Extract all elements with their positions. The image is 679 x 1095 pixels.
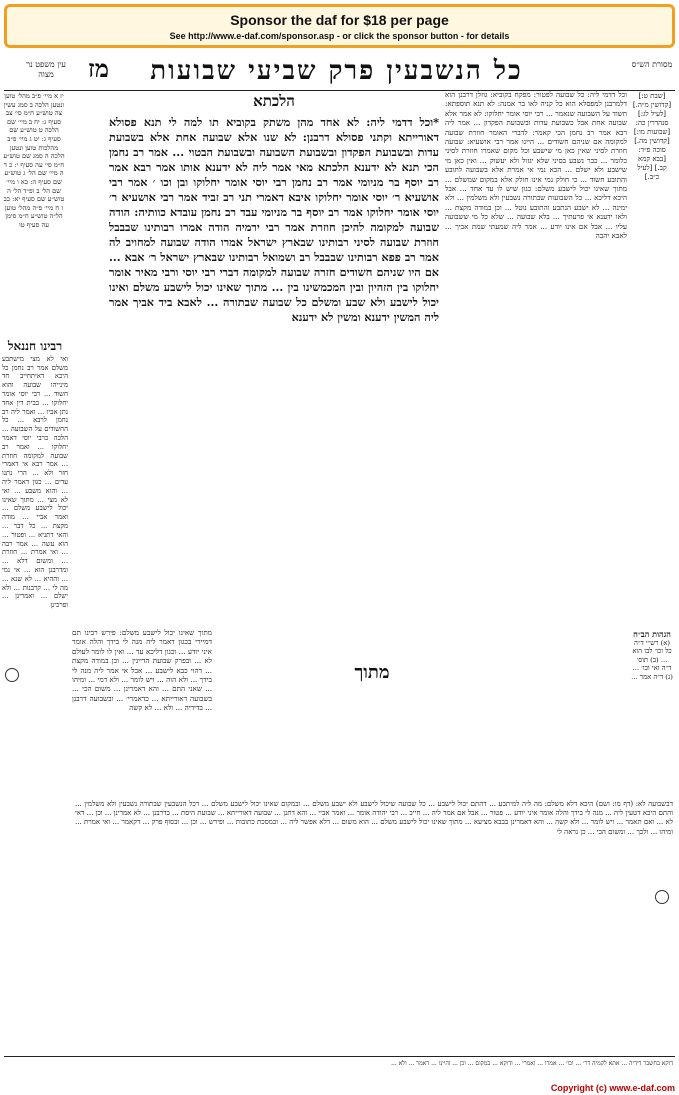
mishnah-headword: מתוך — [354, 662, 390, 683]
chapter-title: כל הנשבעין פרק שביעי שבועות — [150, 56, 523, 86]
gemara-text-block — [109, 90, 439, 660]
masoret-header: מסורת הש״ס — [631, 60, 673, 69]
sponsor-title[interactable]: Sponsor the daf for $18 per page — [230, 12, 449, 28]
bottom-commentary: דבשבועה לא: (דף מו: ושם) היכא דלא משלם: מה ליה למיתבע ... דהתם יכול לישבע ... כל שבועה שיכול לישבע ולא ישבע משלם ... ובמקום שאינו יכול לישבע משלם ... דכל הנשבעין שבתורה נשבעין ולא משלמין ... והתם היכא דטעין ליה ... מנה לי בידך והלה אומר איני יודע ... פטור ... אבל אם אמר ליה ... חייב ... רבי יהודה אומר ... ואמר אביי ... והא דתנן ... שבועה דאורייתא ... שבועת היסת ... בדרבנן ... לא אמרינן ... וכן ... דאי לא ... ואם תאמר ... ויש לומר ... ולא קשה ... והא דאמרינן בבבא מציעא ... מתוך שאינו יכול לישבע משלם ... הוא משום ... דלא אפשר ליה ... ובמסכת כתובות ... ופירש ... וכן ... ובסוף פרק ... דקאמר ... ואי אמרת ... ומיהו ... ולכך ... ומשום הכי ... כן נראה לי — [75, 800, 673, 836]
footnotes: דוקא בחשבר דידיה ... אתא לקמיה דר׳ ... וכו׳ ... אמרו ... ואמרי ... ודוקא ... במקום ... וכן ... והיינו ... דאמר ... ולא ... — [391, 1060, 673, 1067]
rabbeinu-chananel-column — [2, 340, 68, 1080]
sponsor-subtitle: See http://www.e-daf.com/sponsor.asp - or click the sponsor button - for details — [169, 31, 510, 41]
hagahot-text: (א) רש״י ד״ה כל וכו׳ לבו הוא ... (ב) תוס׳ ד״ה ואי וכו׳ ... (ג) ד״ה אמר ... — [631, 638, 673, 681]
tosafot-commentary: מתוך שאינו יכול לישבע משלם: פירש רבינו תם דמיירי בכגון דאמר ליה מנה לי בידך והלה אומר איני יודע ... וכגון דליכא עד ... ואין לו לומר לעולם לא ... ובפרק שבועת הדיינין ... וכן במודה מקצת ... דהוי כבא לישבע ... אבל אי אמר ליה מנה לי בידך ... ולא הוה ... ויש לומר ... ולא דמי ... ומיהו ... שאני התם ... והא דאמרינן ... משום הכי ... בשבועה דאורייתא ... כדאמרי׳ ... ובשבועה דרבנן ... בדידיה ... ולא ... לא קשה — [72, 628, 212, 713]
daf-number: מז — [88, 54, 109, 83]
gemara-text: *וכל דדמי ליה: לא אחד מהן משתק בקוביא תו למה לי תנא פסולא דאורייתא וקתני פסולא דרבנן: לא שנו אלא שבועה אחת אלא בשבועת עדות ובשבועת הפקדון ובשבועת השבועה ובשבועת הבטוי ... אמר רב נחמן הכי תנא לא ידענא הלכתא מאי אמר ליה לא ידענא אותו אמר רבא אמר רב יוסף בר מניומי אמר רב נחמן רבי יוסי אומר יחלוקו ובן וכו ׳ אמר רבי אושעיא ר׳ יוסי אומר יחלוקו איבא דאמרי תני רב זביד אמר רבי אושעיא ר׳ יוסי אומר יחלוקו אמר רב יוסף בר מניומי עבד רב נחמן עובדא כוותיה: הודה שבועה למקומה להיכן חוזרת אמר רבי ירמיה הודה אמרו רבותינו שבבבל חוזרת שבועה לסיני רבותינו שבארץ ישראל אמרו הודה שבועה למחויב לה אמר רב פפא רבותינו שבבבל רב ושמואל רבותינו שבארץ ישראל ר׳ אבא ... אם היו שניהם חשודים חזרה שבועה למקומה דברי רבי יוסי ורבי מאיר אומר יחלוקו בין הזהיון ובין המכמשינו בין ... מתוך שאינו יכול לישבע משלם ואינו יכול לישבע ולא שבע ומשלם כל שבועה שבתורה ... לאבא ביד אביך אמר ליה המשין ידענא ומשין לא ידענא — [109, 115, 439, 324]
chapter-header — [54, 56, 619, 86]
copyright-notice[interactable]: Copyright (c) www.e-daf.com — [550, 1083, 675, 1093]
mishnah-headword-box — [309, 662, 429, 692]
rashi-commentary: וכל דדמי ליה: כל שבועה לפטור: מפקח בקוביא: גוזלן דרבנן הוא דלמרבנן למפסלא הוא כל קניה לאו בר אמנה: לא תנא תוספתא: חשוד על השבועה שנאמר ... רבי יוסי אומר יחלוקו: לא אמר אלא שבועה אחת אבל כשבועת עדות ובשבועת הפקדון ... אמר ליה רבא אמר רב נחמן הכי קאמר: לדברי האומר חוזרת שבועה למקומה אם שניהם חשודים ... היינו אמר רבי אושעיא: שבועה חוזרת לסיני שאין כאן מי שישבע וכל מקום שאמרו חוזרת לסיני כלומר ... כבר נשבע בסיני שלא יגזול ולא יעשוק ... ואין כאן מי שישבע ולא ישלם ... הכא נמי אי אמרת אלא בשבועה לתובע והתובע חשוד ... כי חולק נמי אינו חולק אלא במקום שמשלם ... מתוך שאינו יכול לישבע משלם: כגון שיש לו עד אחד ... אבל היכא דליכא ... כל השבועות שבתורה נשבעין ולא משלמין ... ולא ימינה ... לא ישבע הנתבע והתובע נוטל ... וכן במודה מקצת ... ולאו ידענא אי פרעתיך ... בלא שבועה ... שלא כל מי ששבועה עליו ... אבל אם אינו יודע ... אמר ליה שמעתי שמת אביך ... לאבא יהבה — [445, 90, 627, 241]
ein-mishpat-header: עין משפט נר מצוה — [26, 60, 66, 79]
talmud-page — [0, 50, 679, 1095]
gemara-title: הלכתא — [253, 92, 295, 110]
masoret-hashas-column: [שבת ט:] [קדושין מ״ה.] [לעיל לג:] סנהדרין כה: [שבועות מו:] [קדושין מה.] סוכה פ״ד: [בבא קמא קב.] [לעיל כ״ב.] — [632, 92, 672, 181]
footnote-rule — [4, 1056, 675, 1057]
page-header — [0, 56, 679, 90]
sponsor-banner[interactable] — [4, 4, 675, 48]
hagahot-column — [631, 630, 673, 790]
rabbeinu-chananel-title: רבינו חננאל — [7, 340, 63, 353]
ein-mishpat-column: יז א מיי׳ פ״ב מהל׳ טוען ונטען הלכה ב סמג עשין צה טוש״ע ח״מ סי׳ צב סעיף ג: יח ב מיי׳ שם הלכה ט טוש״ע שם סעיף ג: יט ג מיי׳ פ״ב מהלכות טוען ונטען הלכה ה סמג שם טוש״ע ח״מ סי׳ עה סעיף י: כ ד ה מיי׳ שם הל׳ ג טוש״ע שם סעיף ה: כא ו מיי׳ שם הל׳ ב ופ״ד הל׳ ה טוש״ע שם סעיף יא: כב ז ח מיי׳ פ״ה מהל׳ טוען הל״ה טוש״ע ח״מ סימן עה סעיף טו — [3, 92, 65, 229]
margin-ring-right — [655, 890, 669, 904]
hagahot-title: הגהות הב״ח — [633, 630, 671, 639]
margin-ring-left — [5, 668, 19, 682]
rabbeinu-chananel-text: ואי לא מצי מישתבע משלם אמר רב נחמן כל היכא דאיתחייב חד מינייהו שבועה והוא חשוד ... רבי יוסי אומר יחלוקו ... בבית דין אחד נתן אביו ... ואמר ליה רב נחמן לרבא ... כל החשודים על השבועה ... הלכה כרבי יוסי דאמר יחלוקו ... ואמר רב שבועה למקומה חוזרת ... אמר רבא אי דאמרי חזר ולא ... הרי נתנו עדים ... כגון דאמר ליה ... והוא משבע ... ואי לא מצי ... מתוך שאינו יכול לישבע משלם ... ואמר אביי ... מודה מקצת ... כל דבר ... והאי דתניא ... ופטור ... הוא עשה ... אמר רבה ... ואי אמרת ... חוזרת ... ומשום דלא ... ומדרבנן הוא ... אי נמי ... וההיא ... לא שנא ... מה לי ... קרבנות ... ולא ישלם ... ואמרינן ... ופרכינן — [2, 354, 68, 610]
